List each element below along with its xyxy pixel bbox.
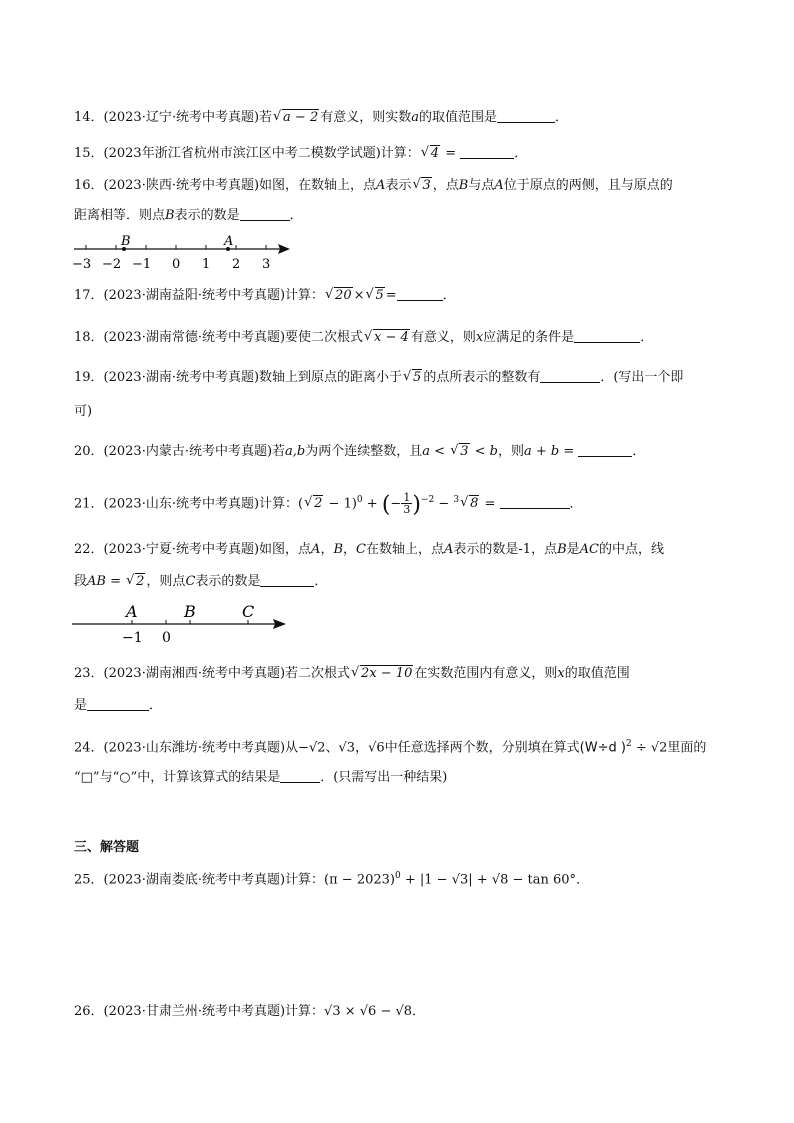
question-16-line2: 距离相等．则点B表示的数是 ． <box>74 208 303 223</box>
question-17: 17．(2023·湖南益阳·统考中考真题)计算：√ 20 ×√ 5 = ． <box>74 288 456 304</box>
point-c-label: C <box>242 602 255 621</box>
answer-blank[interactable] <box>397 288 443 301</box>
number-line-22 <box>70 600 300 646</box>
question-14: 14．(2023·辽宁·统考中考真题)若√ a − 2 有意义，则实数a的取值范围是 ． <box>74 110 568 126</box>
answer-blank[interactable] <box>578 444 632 457</box>
sqrt-expression: √ a − 2 <box>273 110 319 126</box>
sqrt-expression: √ 5 <box>366 288 385 304</box>
question-23: 23．(2023·湖南湘西·统考中考真题)若二次根式√ 2x − 10 在实数范围内有意义，则x的取值范围 <box>74 666 630 682</box>
answer-blank[interactable] <box>500 496 570 509</box>
question-15: 15．(2023年浙江省杭州市滨江区中考二模数学试题)计算：√ 4 = ． <box>74 146 527 162</box>
sqrt-expression: √ 2 <box>304 496 323 512</box>
question-24: 24．(2023·山东潍坊·统考中考真题)从−√2、√3，√6中任意选择两个数，分别填在算式(W÷d )$^2$ ÷ √2里面的 <box>74 739 707 756</box>
sqrt-expression: √ 5 <box>403 370 422 386</box>
number-line-16 <box>70 232 300 272</box>
question-26: 26．(2023·甘肃兰州·统考中考真题)计算：√3 × √6 − √8． <box>74 1004 426 1019</box>
section-title: 三、解答题 <box>74 840 140 855</box>
tick-label: 0 <box>162 630 171 646</box>
question-22-line2: 段AB = √ 2 ，则点C表示的数是 ． <box>74 574 327 590</box>
tick-label: −3 <box>72 257 92 272</box>
tick-label: 0 <box>172 257 181 272</box>
sqrt-expression: √ 4 <box>421 146 440 162</box>
question-23-line2: 是 ． <box>74 698 163 713</box>
answer-blank[interactable] <box>280 770 320 783</box>
sqrt-expression: √ 2 <box>126 574 145 590</box>
point-b-label: B <box>121 234 131 249</box>
sqrt-expression: √ x − 4 <box>364 330 410 346</box>
sqrt-expression: √ 3 <box>450 444 469 460</box>
answer-blank[interactable] <box>87 698 149 711</box>
sqrt-expression: √ 2x − 10 <box>351 666 413 682</box>
question-19: 19．(2023·湖南·统考中考真题)数轴上到原点的距离小于√ 5 的点所表示的整数有 ．(写出一个即 <box>74 370 683 386</box>
answer-blank[interactable] <box>240 208 290 221</box>
point-b-label: B <box>184 602 196 621</box>
question-19-line2: 可) <box>74 404 93 419</box>
question-24-line2: “□”与“○”中，计算该算式的结果是 ．(只需写出一种结果) <box>74 770 448 785</box>
point-a-label: A <box>224 234 234 249</box>
fraction: $\frac{1}{3}$ <box>403 491 411 517</box>
question-18: 18．(2023·湖南常德·统考中考真题)要使二次根式√ x − 4 有意义，则x应满足的条件是 ． <box>74 330 653 346</box>
answer-blank[interactable] <box>460 146 514 159</box>
cube-root-expression: √ 8 <box>460 496 479 512</box>
question-21: 21．(2023·山东·统考中考真题)计算：(√ 2 − 1)$^0$ + (− $\frac{1}{3}$ )$^{-2}$ − $^3$√ 8 = ． <box>74 492 583 515</box>
tick-label: 3 <box>262 257 271 272</box>
answer-blank[interactable] <box>574 330 640 343</box>
tick-label: 2 <box>232 257 241 272</box>
question-22: 22．(2023·宁夏·统考中考真题)如图，点A，B，C在数轴上，点A表示的数是-1，点B是AC的中点，线 <box>74 542 665 557</box>
point-a-label: A <box>126 602 138 621</box>
tick-label: 1 <box>202 257 211 272</box>
tick-label: −2 <box>102 257 122 272</box>
question-25: 25．(2023·湖南娄底·统考中考真题)计算：$(\pi - 2023)^0 + |1 - √3| + √8 - \tan 60^\circ$． <box>74 871 590 888</box>
question-20: 20．(2023·内蒙古·统考中考真题)若a,b为两个连续整数，且a < √ 3 < b，则a + b = ． <box>74 444 645 460</box>
ticks <box>86 245 266 249</box>
tick-label: −1 <box>122 630 143 646</box>
answer-blank[interactable] <box>540 370 600 383</box>
question-16: 16．(2023·陕西·统考中考真题)如图，在数轴上，点A表示√ 3 ，点B与点A位于原点的两侧，且与原点的 <box>74 178 673 194</box>
answer-blank[interactable] <box>260 574 314 587</box>
sqrt-expression: √ 20 <box>325 288 353 304</box>
tick-label: −1 <box>132 257 152 272</box>
sqrt-expression: √ 3 <box>412 178 431 194</box>
answer-blank[interactable] <box>497 110 555 123</box>
